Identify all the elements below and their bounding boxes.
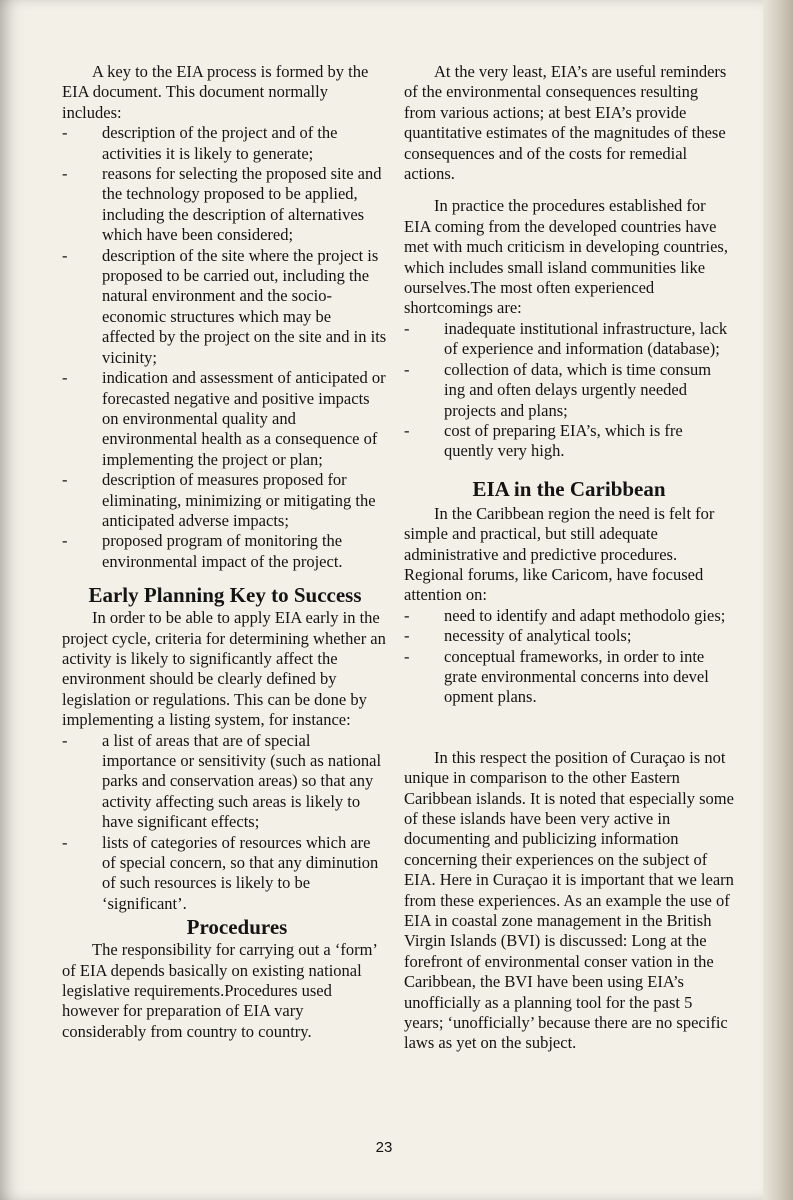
practice-paragraph: In practice the procedures established for EIA coming from the developed countries have met with much criticism in developing countries, which includes small island communities like ourselves.The most often experienced shortcomings are:: [404, 196, 728, 318]
list-item: - need to identify and adapt methodolo gies;: [404, 605, 726, 625]
procedures-heading: Procedures: [186, 915, 288, 940]
early-planning-heading: Early Planning Key to Success: [88, 583, 362, 608]
list-item: - necessity of analytical tools;: [404, 626, 632, 646]
left-column: [62, 62, 388, 1042]
list-item: - inadequate institutional infrastructure, lack of experience and information (database);: [404, 318, 728, 359]
list-item: - indication and assessment of anticipated or forecasted negative and positive impacts on environmental quality and environmental health as a consequence of implementing the project or plan;: [62, 368, 386, 469]
list-item: - description of the site where the project is proposed to be carried out, including the natural environment and the socio-economic structures which may be affected by the project on the site and in its vicinity;: [62, 245, 387, 367]
list-item: - a list of areas that are of special importance or sensitivity (such as national parks and conservation areas) so that any activity affecting such areas is likely to have significant effects;: [62, 730, 382, 832]
listing-system-list: [62, 731, 388, 915]
right-column: [404, 62, 734, 1054]
list-item: - description of the project and of the activities it is likely to generate;: [62, 123, 338, 163]
caricom-attention-list: [404, 606, 734, 708]
eia-document-includes-list: [62, 123, 388, 572]
page-spine: [763, 0, 793, 1200]
page-number: 23: [375, 1139, 393, 1156]
useful-reminders-paragraph: At the very least, EIA’s are useful reminders of the environmental consequences resulting from various actions; at best EIA’s provide quantitative estimates of the magnitudes of these consequences and of the costs for remedial actions.: [404, 62, 727, 184]
list-item: - description of measures proposed for eliminating, minimizing or mitigating the anticipated adverse impacts;: [62, 470, 376, 530]
caribbean-heading: EIA in the Caribbean: [472, 476, 666, 501]
list-item: - collection of data, which is time consum ing and often delays urgently needed projects and plans;: [404, 359, 712, 420]
curacao-paragraph: In this respect the position of Curaçao is not unique in comparison to the other Eastern Caribbean islands. It is noted that especially some of these islands have been very active in documenting and publicizing information concerning their experiences on the subject of EIA. Here in Curaçao it is important that we learn from these experiences. As an example the use of EIA in coastal zone management in the British Virgin Islands (BVI) is discussed: Long at the forefront of environmental conser vation in the Caribbean, the BVI have been using EIA’s unofficially as a planning tool for the past 5 years; ‘unofficially’ because there are no specific laws as yet on the subject.: [404, 747, 734, 1053]
early-planning-paragraph: In order to be able to apply EIA early in the project cycle, criteria for determining whether an activity is likely to significantly affect the environment should be clearly defined by legislation or regulations. This can be done by implementing a listing system, for instance:: [62, 608, 386, 730]
list-item: - cost of preparing EIA’s, which is fre quently very high.: [404, 420, 683, 461]
list-item: - conceptual frameworks, in order to inte grate environmental concerns into devel opment plans.: [404, 646, 709, 707]
list-item: - lists of categories of resources which are of special concern, so that any diminution of such resources is likely to be ‘significant’.: [62, 832, 379, 913]
shortcomings-list: [404, 319, 734, 462]
caribbean-paragraph: In the Caribbean region the need is felt for simple and practical, but still adequate administrative and predictive procedures. Regional forums, like Caricom, have focused attention on:: [404, 503, 715, 605]
intro-paragraph: A key to the EIA process is formed by the EIA document. This document normally includes:: [62, 62, 369, 122]
list-item: - reasons for selecting the proposed site and the technology proposed to be applied, including the description of alternatives which have been considered;: [62, 164, 382, 245]
procedures-paragraph: The responsibility for carrying out a ‘form’ of EIA depends basically on existing national legislative requirements.Procedures used however for preparation of EIA vary considerably from country to country.: [62, 940, 377, 1041]
list-item: - proposed program of monitoring the environmental impact of the project.: [62, 531, 343, 571]
